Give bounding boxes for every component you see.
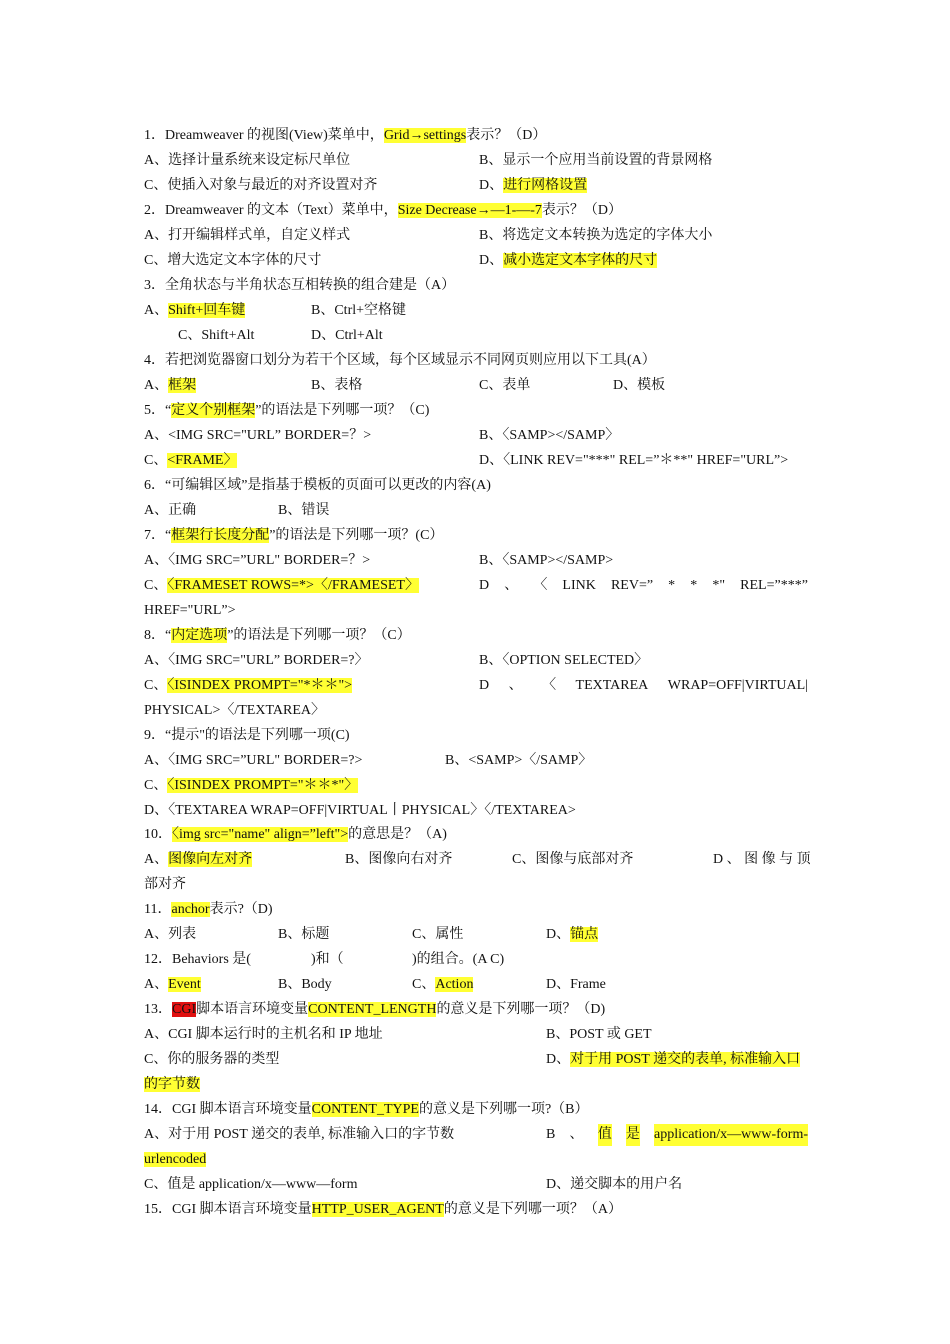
option-a: A、Event (144, 977, 201, 992)
option-a: A、列表 (144, 927, 197, 942)
question-14-option-b-continued (144, 1149, 808, 1171)
highlight: 对于用 POST 递交的表单, 标准输入口 (570, 1052, 801, 1067)
option-d: D、Ctrl+Alt (311, 328, 383, 343)
question-5-options-row1 (144, 425, 808, 447)
question-11-options (144, 924, 808, 946)
option-a: A、图像向左对齐 (144, 852, 253, 867)
question-10-option-d-continued: 部对齐 (144, 877, 186, 892)
question-4: 4．若把浏览器窗口划分为若干个区域，每个区域显示不同网页则应用以下工具(A） (144, 353, 656, 368)
question-5: 5．“定义个别框架”的语法是下列哪一项？（C) (144, 403, 430, 418)
question-2-options-row2 (144, 250, 808, 272)
option-b: B、〈OPTION SELECTED〉 (479, 653, 649, 668)
question-13-options-row2 (144, 1049, 808, 1071)
question-14-options-row2 (144, 1174, 808, 1196)
question-14-options-row1 (144, 1124, 808, 1146)
option-d: D 、 〈 TEXTAREA WRAP=OFF|VIRTUAL| (479, 678, 808, 693)
option-a: A、〈IMG SRC=”URL" BORDER=?> (144, 753, 363, 768)
highlight: anchor (171, 902, 210, 917)
option-c: C、〈FRAMESET ROWS=*>〈/FRAMESET〉 (144, 578, 419, 593)
highlight: 减小选定文本字体的尺寸 (503, 253, 658, 268)
highlight: 〈FRAMESET ROWS=*>〈/FRAMESET〉 (167, 578, 419, 593)
option-b: B 、 值 是 application/x—www-form- (546, 1124, 808, 1146)
option-b: B、错误 (278, 503, 330, 518)
option-c: C、表单 (479, 378, 531, 393)
option-b: B、Body (278, 977, 332, 992)
option-d: D、减小选定文本字体的尺寸 (479, 253, 658, 268)
question-2: 2．Dreamweaver 的文本（Text）菜单中，Size Decrease→—1-—-7表示？（D） (144, 203, 623, 218)
red-highlight: CGI (172, 1002, 197, 1017)
option-c: C、Action (412, 977, 474, 992)
highlight: 进行网格设置 (503, 178, 588, 193)
question-11: 11．anchor表示?（D) (144, 902, 273, 917)
question-6-options (144, 500, 808, 522)
question-8-option-d-continued: PHYSICAL>〈/TEXTAREA〉 (144, 703, 325, 718)
question-12-options (144, 974, 808, 996)
option-c: C、值是 application/x—www—form (144, 1177, 358, 1192)
highlight: CONTENT_LENGTH (308, 1002, 437, 1017)
question-3-options-row2 (144, 325, 808, 347)
option-d: D 、 图 像 与 顶 (713, 852, 811, 867)
question-7-options-row2 (144, 575, 808, 597)
highlight: 〈ISINDEX PROMPT="*＊＊"> (167, 678, 353, 693)
question-5-options-row2 (144, 450, 808, 472)
question-8-options-row2 (144, 675, 808, 697)
option-b: B、将选定文本转换为选定的字体大小 (479, 228, 713, 243)
option-a: A、正确 (144, 503, 197, 518)
question-1-options-row2 (144, 175, 808, 197)
highlight: 〈ISINDEX PROMPT="＊＊*"〉 (167, 778, 359, 793)
option-a: A、框架 (144, 378, 197, 393)
option-c: C、<FRAME〉 (144, 453, 238, 468)
option-d: D、对于用 POST 递交的表单, 标准输入口 (546, 1052, 801, 1067)
option-b: B、〈SAMP></SAMP> (479, 553, 614, 568)
question-9-options-row1 (144, 750, 808, 772)
option-c: C、使插入对象与最近的对齐设置对齐 (144, 178, 378, 193)
option-b: B、表格 (311, 378, 363, 393)
question-3-options-row1 (144, 300, 808, 322)
highlight: 内定选项 (171, 628, 228, 643)
question-10-options (144, 849, 811, 871)
question-7-option-d-continued: HREF="URL”> (144, 603, 236, 618)
highlight: Grid→settings (383, 128, 467, 143)
option-a: A、选择计量系统来设定标尺单位 (144, 153, 351, 168)
question-12: 12．Behaviors 是( )和（ )的组合。(A C) (144, 952, 505, 967)
option-d: D、模板 (613, 378, 666, 393)
question-14: 14．CGI 脚本语言环境变量CONTENT_TYPE的意义是下列哪一项?（B） (144, 1102, 589, 1117)
question-13-option-d-continued (144, 1074, 808, 1096)
question-4-options (144, 375, 808, 397)
option-d: D、递交脚本的用户名 (546, 1177, 683, 1192)
option-c: C、增大选定文本字体的尺寸 (144, 253, 322, 268)
option-b: B、<SAMP>〈/SAMP〉 (445, 753, 593, 768)
highlight: 框架行长度分配 (171, 528, 270, 543)
question-9: 9．“提示"的语法是下列哪一项(C) (144, 728, 350, 743)
question-13: 13．CGI脚本语言环境变量CONTENT_LENGTH的意义是下列哪一项？（D) (144, 1002, 606, 1017)
option-b: B、标题 (278, 927, 330, 942)
option-b: B、POST 或 GET (546, 1027, 652, 1042)
option-c: C、图像与底部对齐 (512, 852, 634, 867)
option-c: C、属性 (412, 927, 464, 942)
highlight: 框架 (168, 378, 197, 393)
option-c: C、Shift+Alt (178, 328, 255, 343)
question-2-options-row1 (144, 225, 808, 247)
option-a: A、打开编辑样式单，自定义样式 (144, 228, 351, 243)
question-13-options-row1 (144, 1024, 808, 1046)
option-a: A、对于用 POST 递交的表单, 标准输入口的字节数 (144, 1127, 455, 1142)
question-9-option-d: D、〈TEXTAREA WRAP=OFF|VIRTUAL丨PHYSICAL〉〈/TEXTAREA> (144, 803, 576, 818)
option-b: B、〈SAMP></SAMP〉 (479, 428, 620, 443)
highlight: CONTENT_TYPE (311, 1102, 419, 1117)
highlight: 〈img src="name" align=”left"> (172, 827, 349, 842)
highlight: 的字节数 (144, 1077, 200, 1092)
option-d: D、锚点 (546, 927, 599, 942)
option-d: D、进行网格设置 (479, 178, 588, 193)
question-10: 10．〈img src="name" align=”left">的意思是？（A) (144, 827, 447, 842)
highlight: urlencoded (144, 1152, 207, 1167)
option-b: B、Ctrl+空格键 (311, 303, 407, 318)
option-a: A、<IMG SRC="URL” BORDER=？> (144, 428, 372, 443)
option-c: C、你的服务器的类型 (144, 1052, 280, 1067)
option-a: A、CGI 脚本运行时的主机名和 IP 地址 (144, 1027, 383, 1042)
highlight: <FRAME〉 (167, 453, 238, 468)
question-7: 7．“框架行长度分配”的语法是下列哪一项？(C） (144, 528, 444, 543)
highlight: 锚点 (570, 927, 599, 942)
question-6: 6．“可编辑区域”是指基于模板的页面可以更改的内容(A) (144, 478, 491, 493)
highlight: Shift+回车键 (168, 303, 246, 318)
question-1: 1．Dreamweaver 的视图(View)菜单中，Grid→settings表示？（D） (144, 128, 547, 143)
option-a: A、Shift+回车键 (144, 303, 246, 318)
option-a: A、〈IMG SRC=”URL" BORDER=？> (144, 553, 371, 568)
highlight: HTTP_USER_AGENT (311, 1202, 444, 1217)
question-15: 15．CGI 脚本语言环境变量HTTP_USER_AGENT的意义是下列哪一项？（A） (144, 1202, 622, 1217)
option-d: D、〈LINK REV="***" REL=”＊**" HREF="URL”> (479, 453, 789, 468)
question-8-options-row1 (144, 650, 808, 672)
highlight: Size Decrease→—1-—-7 (397, 203, 542, 218)
option-b: B、显示一个应用当前设置的背景网格 (479, 153, 713, 168)
highlight: 图像向左对齐 (168, 852, 253, 867)
question-1-options-row1 (144, 150, 808, 172)
option-a: A、〈IMG SRC="URL” BORDER=?〉 (144, 653, 369, 668)
question-9-option-c: C、〈ISINDEX PROMPT="＊＊*"〉 (144, 778, 359, 793)
option-b: B、图像向右对齐 (345, 852, 453, 867)
question-8: 8．“内定选项”的语法是下列哪一项？（C） (144, 628, 411, 643)
option-d: D、Frame (546, 977, 606, 992)
option-c: C、〈ISINDEX PROMPT="*＊＊"> (144, 678, 353, 693)
question-7-options-row1 (144, 550, 808, 572)
highlight: Action (435, 977, 474, 992)
highlight: Event (168, 977, 201, 992)
question-3: 3．全角状态与半角状态互相转换的组合建是（A） (144, 278, 456, 293)
highlight: 定义个别框架 (171, 403, 256, 418)
option-d: D 、 〈 LINK REV=” * * *" REL=”***” (479, 578, 808, 593)
